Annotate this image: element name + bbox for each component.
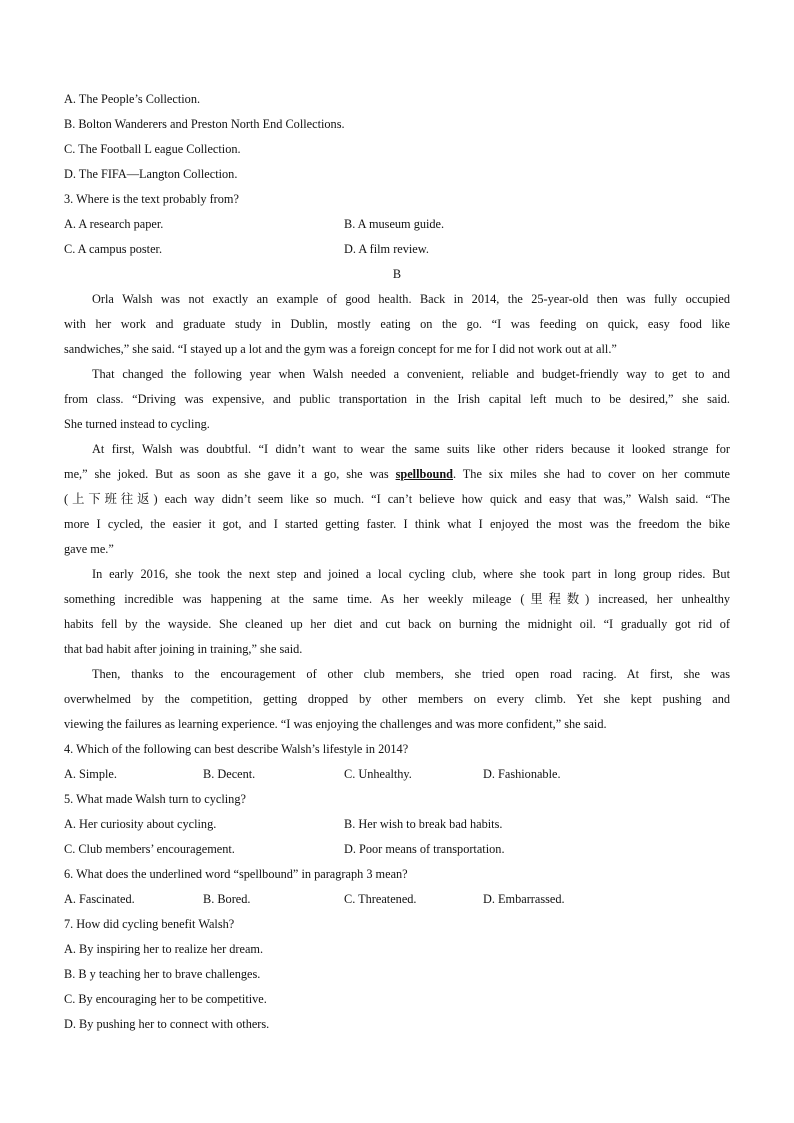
question-5-stem: 5. What made Walsh turn to cycling? [64,792,246,806]
q7-option-c: C. By encouraging her to be competitive. [64,992,267,1006]
prev-option-b: B. Bolton Wanderers and Preston North End Collections. [64,117,345,131]
q6-option-b: B. Bored. [203,892,251,906]
q6-option-a: A. Fascinated. [64,892,135,906]
q5-option-a: A. Her curiosity about cycling. [64,817,217,831]
paragraph-3-line [64,462,730,487]
q4-option-c: C. Unhealthy. [344,767,412,781]
q3-option-d: D. A film review. [344,242,429,256]
question-6-stem: 6. What does the underlined word “spellbound” in paragraph 3 mean? [64,867,408,881]
prev-option-c: C. The Football L eague Collection. [64,142,241,156]
q3-option-a: A. A research paper. [64,217,164,231]
q7-option-b: B. B y teaching her to brave challenges. [64,967,261,981]
paragraph-5-line: overwhelmed by the competition, getting dropped by other members on every climb. Yet she kept pushing and [64,692,730,706]
paragraph-5-line: viewing the failures as learning experience. “I was enjoying the challenges and was more confident,” she said. [64,717,607,731]
paragraph-4-line: habits fell by the wayside. She cleaned up her diet and cut back on burning the midnight oil. “I gradually got rid of [64,617,730,631]
paragraph-1-line: Orla Walsh was not exactly an example of good health. Back in 2014, the 25-year-old then was fully occupied [92,292,730,306]
paragraph-2-line: She turned instead to cycling. [64,417,210,431]
paragraph-3-line: more I cycled, the easier it got, and I started getting faster. I think what I enjoyed the most was the freedom the bike [64,517,730,531]
q3-option-c: C. A campus poster. [64,242,163,256]
paragraph-5-line: Then, thanks to the encouragement of other club members, she tried open road racing. At first, she was [92,667,730,681]
q6-option-d: D. Embarrassed. [483,892,565,906]
section-label: B [392,267,402,281]
paragraph-1-line: sandwiches,” she said. “I stayed up a lot and the gym was a foreign concept for me for I did not work out at all.” [64,342,617,356]
question-3-stem: 3. Where is the text probably from? [64,192,239,206]
paragraph-3-line: (上下班往返) each way didn’t seem like so much. “I can’t believe how quick and easy that was,” Walsh said. “The [64,492,730,506]
paragraph-2-line: That changed the following year when Walsh needed a convenient, reliable and budget-friendly way to get to and [92,367,730,381]
prev-option-a: A. The People’s Collection. [64,92,201,106]
q5-option-c: C. Club members’ encouragement. [64,842,235,856]
paragraph-4-line: something incredible was happening at the same time. As her weekly mileage (里程数) increased, her unhealthy [64,592,730,606]
q4-option-a: A. Simple. [64,767,117,781]
question-5-options-row2 [64,837,730,862]
q7-option-d: D. By pushing her to connect with others. [64,1017,270,1031]
question-6-options [64,887,730,912]
prev-option-d: D. The FIFA—Langton Collection. [64,167,238,181]
question-4-options [64,762,730,787]
paragraph-4-line: In early 2016, she took the next step and joined a local cycling club, where she took part in long group rides. But [92,567,730,581]
q6-option-c: C. Threatened. [344,892,417,906]
paragraph-4-line: that bad habit after joining in training,” she said. [64,642,303,656]
paragraph-1-line: with her work and graduate study in Dublin, mostly eating on the go. “I was feeding on quick, easy food like [64,317,730,331]
q5-option-d: D. Poor means of transportation. [344,842,505,856]
question-3-options-row1 [64,212,730,237]
q3-option-b: B. A museum guide. [344,217,445,231]
question-7-stem: 7. How did cycling benefit Walsh? [64,917,235,931]
q4-option-b: B. Decent. [203,767,256,781]
question-3-options-row2 [64,237,730,262]
paragraph-3-line: At first, Walsh was doubtful. “I didn’t want to wear the same suits like other riders because it looked strange for [92,442,730,456]
question-4-stem: 4. Which of the following can best describe Walsh’s lifestyle in 2014? [64,742,409,756]
paragraph-3-text: . The six miles she had to cover on her commute [453,467,730,481]
paragraph-3-text: me,” she joked. But as soon as she gave it a go, she was [64,467,396,481]
paragraph-3-line: gave me.” [64,542,114,556]
q4-option-d: D. Fashionable. [483,767,561,781]
paragraph-2-line: from class. “Driving was expensive, and public transportation in the Irish capital left much to be desired,” she said. [64,392,730,406]
q5-option-b: B. Her wish to break bad habits. [344,817,503,831]
q7-option-a: A. By inspiring her to realize her dream. [64,942,264,956]
underlined-word-spellbound: spellbound [395,467,453,481]
question-5-options-row1 [64,812,730,837]
